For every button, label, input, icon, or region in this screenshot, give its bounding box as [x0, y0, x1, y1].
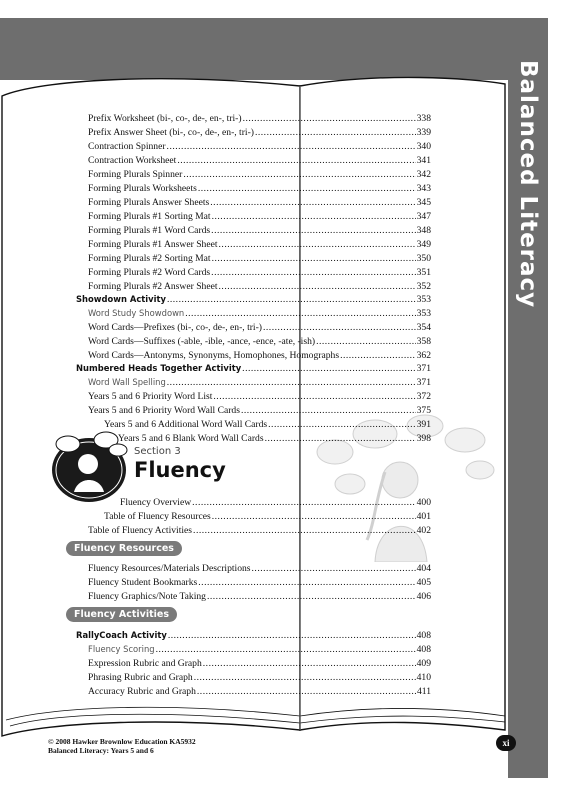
toc-entry-title: Fluency Scoring	[88, 644, 155, 654]
toc-entry	[76, 293, 431, 306]
toc-entry-title: Forming Plurals #2 Sorting Mat	[88, 253, 211, 264]
page-number-badge: xi	[496, 735, 516, 751]
toc-entry-title: Table of Fluency Resources	[104, 511, 211, 522]
toc-leader-dots	[167, 293, 416, 306]
toc-leader-dots	[252, 562, 416, 575]
toc-entry-page: 338	[416, 113, 431, 124]
fluency-activities-header: Fluency Activities	[66, 607, 177, 622]
toc-leader-dots	[241, 404, 416, 417]
toc-entry	[88, 238, 431, 251]
toc-leader-dots	[194, 671, 416, 684]
toc-leader-dots	[340, 349, 416, 362]
toc-leader-dots	[177, 154, 415, 167]
toc-leader-dots	[263, 321, 416, 334]
toc-entry-title: Word Cards—Antonyms, Synonyms, Homophones, Homographs	[88, 350, 340, 361]
toc-entry-page: 409	[416, 658, 431, 669]
toc-leader-dots	[207, 590, 416, 603]
toc-leader-dots	[212, 252, 416, 265]
toc-entry-title: Years 5 and 6 Priority Word List	[88, 391, 213, 402]
toc-entry	[88, 657, 431, 670]
toc-entry-page: 353	[416, 308, 431, 319]
toc-entry	[88, 404, 431, 417]
toc-entry-page: 404	[416, 563, 431, 574]
toc-entry	[88, 266, 431, 279]
toc-entry	[104, 510, 431, 523]
toc-entry	[88, 643, 431, 656]
toc-leader-dots	[213, 390, 415, 403]
toc-leader-dots	[156, 643, 416, 656]
toc-entry	[88, 590, 431, 603]
toc-entry-page: 372	[416, 391, 431, 402]
toc-entry-title: Years 5 and 6 Additional Word Wall Cards	[104, 419, 268, 430]
toc-entry-page: 343	[416, 183, 431, 194]
toc-entry-page: 398	[416, 433, 431, 444]
toc-leader-dots	[183, 168, 415, 181]
toc-entry-page: 352	[416, 281, 431, 292]
toc-entry	[88, 252, 431, 265]
toc-entry-title: Fluency Resources/Materials Descriptions	[88, 563, 251, 574]
toc-entry	[88, 112, 431, 125]
toc-leader-dots	[167, 140, 416, 153]
toc-entry	[88, 321, 431, 334]
toc-entry-page: 362	[416, 350, 431, 361]
fluency-resources-header: Fluency Resources	[66, 541, 182, 556]
toc-entry-title: Years 5 and 6 Blank Word Wall Cards	[118, 433, 264, 444]
toc-entry	[88, 685, 431, 698]
toc-entry-title: Numbered Heads Together Activity	[76, 363, 242, 373]
toc-entry	[88, 390, 431, 403]
toc-entry	[88, 671, 431, 684]
toc-entry-page: 341	[416, 155, 431, 166]
toc-entry	[88, 210, 431, 223]
toc-entry-title: Table of Fluency Activities	[88, 525, 193, 536]
toc-entry	[88, 182, 431, 195]
toc-entry-page: 401	[416, 511, 431, 522]
toc-entry-title: Fluency Student Bookmarks	[88, 577, 198, 588]
toc-entry	[88, 524, 431, 537]
sidebar-title: Balanced Literacy	[515, 60, 541, 309]
section-title: Fluency	[134, 458, 226, 482]
toc-entry	[88, 307, 431, 320]
toc-entry-page: 408	[416, 630, 431, 641]
toc-leader-dots	[210, 196, 415, 209]
toc-entry-page: 353	[416, 294, 431, 305]
toc-leader-dots	[242, 362, 415, 375]
toc-entry	[88, 335, 431, 348]
toc-leader-dots	[219, 280, 416, 293]
toc-entry-title: Prefix Worksheet (bi-, co-, de-, en-, tri-)	[88, 113, 242, 124]
toc-entry-page: 354	[416, 322, 431, 333]
toc-entry-page: 410	[416, 672, 431, 683]
toc-entry-title: Forming Plurals Spinner	[88, 169, 183, 180]
toc-entry-title: Forming Plurals #2 Answer Sheet	[88, 281, 218, 292]
toc-leader-dots	[167, 376, 416, 389]
toc-entry-title: Years 5 and 6 Priority Word Wall Cards	[88, 405, 240, 416]
toc-entry	[88, 154, 431, 167]
toc-entry-page: 340	[416, 141, 431, 152]
toc-leader-dots	[193, 524, 416, 537]
toc-leader-dots	[243, 112, 416, 125]
toc-entry	[76, 362, 431, 375]
toc-entry-title: Phrasing Rubric and Graph	[88, 672, 193, 683]
toc-leader-dots	[197, 685, 416, 698]
toc-entry	[88, 280, 431, 293]
toc-entry	[88, 168, 431, 181]
toc-entry	[88, 576, 431, 589]
toc-leader-dots	[255, 126, 416, 139]
section-label: Section 3	[134, 446, 181, 457]
toc-entry-title: Word Cards—Suffixes (-able, -ible, -ance, -ence, -ate, -ish)	[88, 336, 316, 347]
toc-entry-page: 351	[416, 267, 431, 278]
toc-leader-dots	[212, 210, 416, 223]
toc-leader-dots	[316, 335, 416, 348]
toc-entry	[88, 126, 431, 139]
toc-entry-title: Contraction Spinner	[88, 141, 166, 152]
toc-entry-title: Prefix Answer Sheet (bi-, co-, de-, en-, tri-)	[88, 127, 254, 138]
toc-entry	[88, 224, 431, 237]
toc-entry-page: 405	[416, 577, 431, 588]
toc-entry-title: Forming Plurals #1 Word Cards	[88, 225, 211, 236]
toc-entry-title: Word Cards—Prefixes (bi-, co-, de-, en-, tri-)	[88, 322, 262, 333]
toc-entry	[88, 196, 431, 209]
toc-entry-title: Contraction Worksheet	[88, 155, 177, 166]
toc-leader-dots	[203, 657, 416, 670]
toc-entry-title: Fluency Graphics/Note Taking	[88, 591, 206, 602]
toc-leader-dots	[168, 629, 416, 642]
toc-entry-page: 371	[416, 363, 431, 374]
toc-entry-title: Forming Plurals Worksheets	[88, 183, 197, 194]
toc-entry-page: 411	[416, 686, 431, 697]
toc-leader-dots	[192, 496, 415, 509]
toc-entry-page: 358	[416, 336, 431, 347]
toc-entry-title: Expression Rubric and Graph	[88, 658, 202, 669]
toc-entry-page: 350	[416, 253, 431, 264]
toc-leader-dots	[211, 266, 415, 279]
toc-entry-page: 402	[416, 525, 431, 536]
toc-entry-page: 347	[416, 211, 431, 222]
toc-entry	[88, 140, 431, 153]
toc-leader-dots	[185, 307, 415, 320]
book-title-line: Balanced Literacy: Years 5 and 6	[48, 746, 154, 755]
toc-leader-dots	[268, 418, 415, 431]
toc-entry	[120, 496, 431, 509]
toc-leader-dots	[211, 224, 415, 237]
toc-entry	[88, 349, 431, 362]
toc-entry-page: 348	[416, 225, 431, 236]
toc-entry-page: 349	[416, 239, 431, 250]
toc-entry-title: Word Wall Spelling	[88, 377, 166, 387]
toc-entry-page: 408	[416, 644, 431, 655]
toc-entry-title: RallyCoach Activity	[76, 630, 167, 640]
toc-leader-dots	[265, 432, 416, 445]
toc-entry-title: Showdown Activity	[76, 294, 166, 304]
toc-entry	[104, 418, 431, 431]
toc-entry-page: 391	[416, 419, 431, 430]
toc-entry-page: 406	[416, 591, 431, 602]
toc-entry-title: Accuracy Rubric and Graph	[88, 686, 196, 697]
toc-leader-dots	[219, 238, 416, 251]
toc-entry-page: 342	[416, 169, 431, 180]
toc-leader-dots	[198, 182, 416, 195]
toc-entry-title: Word Study Showdown	[88, 308, 185, 318]
toc-entry-title: Forming Plurals #2 Word Cards	[88, 267, 211, 278]
toc-entry-title: Forming Plurals #1 Answer Sheet	[88, 239, 218, 250]
toc-leader-dots	[212, 510, 416, 523]
toc-leader-dots	[198, 576, 415, 589]
toc-entry	[88, 562, 431, 575]
toc-entry-page: 375	[416, 405, 431, 416]
toc-entry-page: 339	[416, 127, 431, 138]
toc-entry-title: Fluency Overview	[120, 497, 192, 508]
toc-entry-page: 345	[416, 197, 431, 208]
toc-entry-title: Forming Plurals Answer Sheets	[88, 197, 210, 208]
toc-entry-page: 371	[416, 377, 431, 388]
toc-entry-page: 400	[416, 497, 431, 508]
toc-entry	[76, 629, 431, 642]
toc-entry	[88, 376, 431, 389]
toc-entry	[118, 432, 431, 445]
toc-entry-title: Forming Plurals #1 Sorting Mat	[88, 211, 211, 222]
copyright-line: © 2008 Hawker Brownlow Education KA5932	[48, 737, 196, 746]
